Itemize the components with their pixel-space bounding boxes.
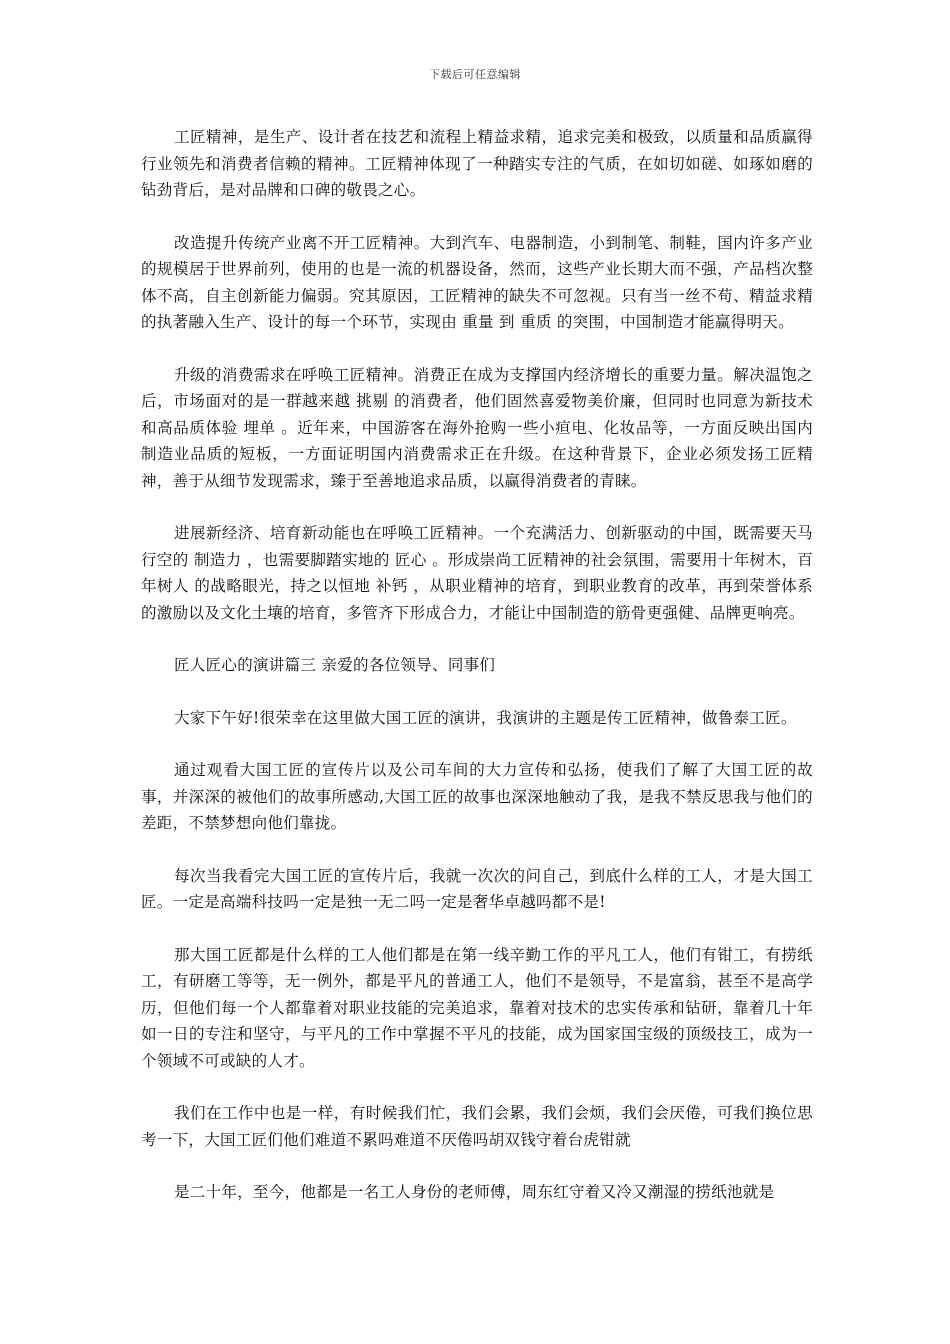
paragraph-5: 大家下午好!很荣幸在这里做大国工匠的演讲，我演讲的主题是传工匠精神，做鲁泰工匠。 [174,708,797,727]
paragraph-10: 是二十年，至今，他都是一名工人身份的老师傅，周东红守着又冷又潮湿的捞纸池就是 [174,1183,775,1201]
paragraph-7: 每次当我看完大国工匠的宣传片后，我就一次次的问自己，到底什么样的工人，才是大国工匠。一定是高端科技吗一定是独一无二吗一定是奢华卓越吗都不是! [141,866,813,911]
paragraph-9: 我们在工作中也是一样，有时候我们忙，我们会累，我们会烦，我们会厌倦，可我们换位思考一下，大国工匠们他们难道不累吗难道不厌倦吗胡双钱守着台虎钳就 [141,1104,813,1149]
document-body [141,124,813,1206]
paragraph-1: 工匠精神，是生产、设计者在技艺和流程上精益求精，追求完美和极致，以质量和品质赢得行业领先和消费者信赖的精神。工匠精神体现了一种踏实专注的气质，在如切如磋、如琢如磨的钻劲背后，是对品牌和口碑的敬畏之心。 [141,128,813,199]
header-note: 下载后可任意编辑 [429,68,521,81]
paragraph-4: 进展新经济、培育新动能也在呼唤工匠精神。一个充满活力、创新驱动的中国，既需要天马行空的 制造力 ，也需要脚踏实地的 匠心 。形成崇尚工匠精神的社会氛围，需要用十年树木，百年树人 的战略眼光，持之以恒地 补钙 ，从职业精神的培育，到职业教育的改革，再到荣誉体系的激励以及文化土壤的培育，多管齐下形成合力，才能让中国制造的筋骨更强健、品牌更响亮。 [141,524,813,622]
paragraph-3: 升级的消费需求在呼唤工匠精神。消费正在成为支撑国内经济增长的重要力量。解决温饱之后，市场面对的是一群越来越 挑剔 的消费者，他们固然喜爱物美价廉，但同时也同意为新技术和高品质体验 埋单 。近年来，中国游客在海外抢购一些小疸电、化妆品等，一方面反映出国内制造业品质的短板，一方面证明国内消费需求正在升级。在这种背景下，企业必须发扬工匠精神，善于从细节发现需求，臻于至善地追求品质，以赢得消费者的青睐。 [141,365,813,490]
section-heading: 匠人匠心的演讲篇三 亲爱的各位领导、同事们 [174,656,496,674]
paragraph-8: 那大国工匠都是什么样的工人他们都是在第一线辛勤工作的平凡工人，他们有钳工，有捞纸工，有研磨工等等，无一例外，都是平凡的普通工人，他们不是领导，不是富翁，甚至不是高学历，但他们每一个人都靠着对职业技能的完美追求，靠着对技术的忠实传承和钻研，靠着几十年如一日的专注和坚守，与平凡的工作中掌握不平凡的技能，成为国家国宝级的顶级技工，成为一个领域不可或缺的人才。 [141,945,813,1070]
paragraph-2: 改造提升传统产业离不开工匠精神。大到汽车、电器制造，小到制笔、制鞋，国内许多产业的规模居于世界前列，使用的也是一流的机器设备，然而，这些产业长期大而不强，产品档次整体不高，自主创新能力偏弱。究其原因，工匠精神的缺失不可忽视。只有当一丝不苟、精益求精的执著融入生产、设计的每一个环节，实现由 重量 到 重质 的突围，中国制造才能赢得明天。 [141,233,813,331]
paragraph-6: 通过观看大国工匠的宣传片以及公司车间的大力宣传和弘扬，使我们了解了大国工匠的故事，并深深的被他们的故事所感动,大国工匠的故事也深深地触动了我，是我不禁反思我与他们的差距，不禁梦想向他们靠拢。 [141,761,813,832]
